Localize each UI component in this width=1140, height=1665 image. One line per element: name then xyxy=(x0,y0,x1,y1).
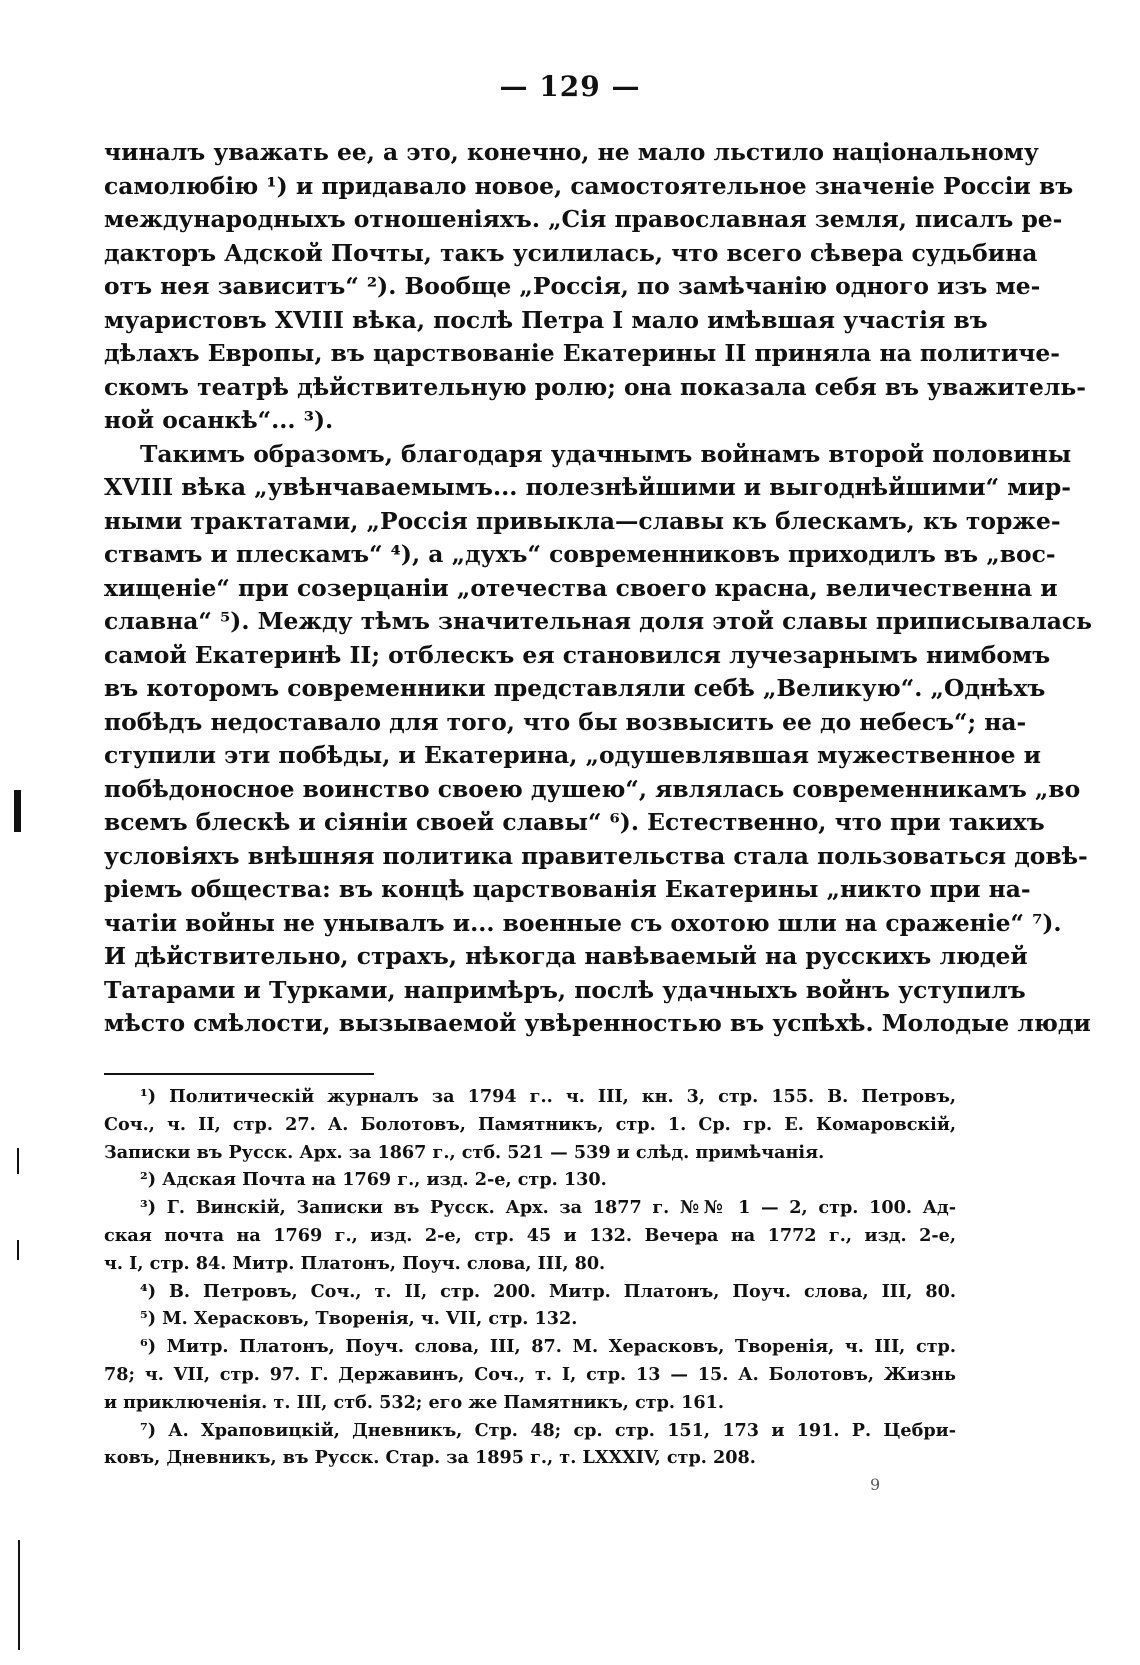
text-line: международныхъ отношеніяхъ. „Сія православная земля, писалъ ре- xyxy=(104,205,1063,233)
text-line: дѣлахъ Европы, въ царствованіе Екатерины II приняла на политиче- xyxy=(104,339,1061,367)
text-line: ступили эти побѣды, и Екатерина, „одушевлявшая мужественное и xyxy=(104,741,1042,769)
footnote-line: ³) Г. Винскій, Записки въ Русск. Арх. за 1877 г. №№ 1 — 2, стр. 100. Ад- xyxy=(140,1197,956,1219)
footnote-line: Соч., ч. II, стр. 27. А. Болотовъ, Памятникъ, стр. 1. Ср. гр. Е. Комаровскій, xyxy=(104,1113,956,1135)
footnote-line: и приключенія. т. III, стб. 532; его же Памятникъ, стр. 161. xyxy=(104,1391,724,1413)
text-line: побѣдъ недоставало для того, что бы возвысить ее до небесъ“; на- xyxy=(104,707,1027,736)
text-line: въ которомъ современники представляли себѣ „Великую“. „Однѣхъ xyxy=(104,674,1046,702)
text-line: ной осанкѣ“... ³). xyxy=(104,406,334,434)
footnote-divider xyxy=(104,1073,374,1075)
text-line: Такимъ образомъ, благодаря удачнымъ войнамъ второй половины xyxy=(140,439,1072,468)
text-line: всемъ блескѣ и сіяніи своей славы“ ⁶). Естественно, что при такихъ xyxy=(104,808,1045,836)
text-line: чатіи войны не унывалъ и... военные съ охотою шли на сраженіе“ ⁷). xyxy=(104,908,1062,937)
page-number: — 129 — xyxy=(499,70,641,103)
margin-scan-mark xyxy=(17,1148,19,1174)
footnote-line: ²) Адская Почта на 1769 г., изд. 2-е, стр. 130. xyxy=(140,1169,607,1191)
text-line: самой Екатеринѣ II; отблескъ ея становился лучезарнымъ нимбомъ xyxy=(104,640,1051,669)
text-line: ными трактатами, „Россія привыкла—славы къ блескамъ, къ торже- xyxy=(104,506,1061,535)
text-line: отъ нея зависитъ“ ²). Вообще „Россія, по замѣчанію одного изъ ме- xyxy=(104,272,1041,300)
footnote-line: ⁵) М. Херасковъ, Творенія, ч. VII, стр. 132. xyxy=(140,1308,578,1330)
text-line: дакторъ Адской Почты, такъ усилилась, что всего сѣвера судьбина xyxy=(104,238,1038,267)
text-line: ствамъ и плескамъ“ ⁴), а „духъ“ современниковъ приходилъ въ „вос- xyxy=(104,540,1056,568)
text-line: чиналъ уважать ее, а это, конечно, не мало льстило національному xyxy=(104,138,1039,166)
footnote-line: 78; ч. VII, стр. 97. Г. Державинъ, Соч., т. I, стр. 13 — 15. А. Болотовъ, Жизнь xyxy=(104,1363,956,1385)
margin-scan-mark xyxy=(18,1540,20,1650)
footnote-line: ⁴) В. Петровъ, Соч., т. II, стр. 200. Митр. Платонъ, Поуч. слова, III, 80. xyxy=(140,1280,956,1302)
text-line: побѣдоносное воинство своею душею“, являлась современникамъ „во xyxy=(104,774,1081,803)
text-line: XVIII вѣка „увѣнчаваемымъ... полезнѣйшими и выгоднѣйшими“ мир- xyxy=(104,473,1071,501)
text-line: И дѣйствительно, страхъ, нѣкогда навѣваемый на русскихъ людей xyxy=(104,942,1028,970)
footnote-line: ч. I, стр. 84. Митр. Платонъ, Поуч. слова, III, 80. xyxy=(104,1252,606,1274)
text-line: муаристовъ XVIII вѣка, послѣ Петра I мало имѣвшая участія въ xyxy=(104,305,988,334)
footnote-line: ⁷) А. Храповицкій, Дневникъ, Стр. 48; ср. стр. 151, 173 и 191. Р. Цебри- xyxy=(140,1419,956,1441)
text-line: мѣсто смѣлости, вызываемой увѣренностью въ успѣхѣ. Молодые люди xyxy=(104,1009,1091,1037)
margin-scan-mark xyxy=(17,1240,19,1260)
text-line: Татарами и Турками, напримѣръ, послѣ удачныхъ войнъ уступилъ xyxy=(104,975,1026,1004)
text-line: самолюбію ¹) и придавало новое, самостоятельное значеніе Россіи въ xyxy=(104,171,1074,200)
text-line: ріемъ общества: въ концѣ царствованія Екатерины „никто при на- xyxy=(104,875,1031,903)
text-line: скомъ театрѣ дѣйствительную ролю; она показала себя въ уважитель- xyxy=(104,372,1086,401)
footnote-line: ¹) Политическій журналъ за 1794 г.. ч. III, кн. 3, стр. 155. В. Петровъ, xyxy=(140,1086,956,1107)
footnote-line: ковъ, Дневникъ, въ Русск. Стар. за 1895 г., т. LXXXIV, стр. 208. xyxy=(104,1447,756,1469)
main-text xyxy=(104,136,1093,1041)
text-line: условіяхъ внѣшняя политика правительства стала пользоваться довѣ- xyxy=(104,841,1088,870)
text-line: хищеніе“ при созерцаніи „отечества своего красна, величественна и xyxy=(104,573,1058,602)
footnote-line: ⁶) Митр. Платонъ, Поуч. слова, III, 87. М. Херасковъ, Творенія, ч. III, стр. xyxy=(140,1336,956,1358)
signature-mark: 9 xyxy=(870,1475,881,1494)
footnote-line: ская почта на 1769 г., изд. 2-е, стр. 45 и 132. Вечера на 1772 г., изд. 2-е, xyxy=(104,1224,956,1246)
footnotes xyxy=(104,1083,956,1472)
margin-scan-mark xyxy=(14,790,21,832)
text-line: славна“ ⁵). Между тѣмъ значительная доля этой славы приписывалась xyxy=(104,607,1093,635)
footnote-line: Записки въ Русск. Арх. за 1867 г., стб. 521 — 539 и слѣд. примѣчанія. xyxy=(104,1141,825,1163)
